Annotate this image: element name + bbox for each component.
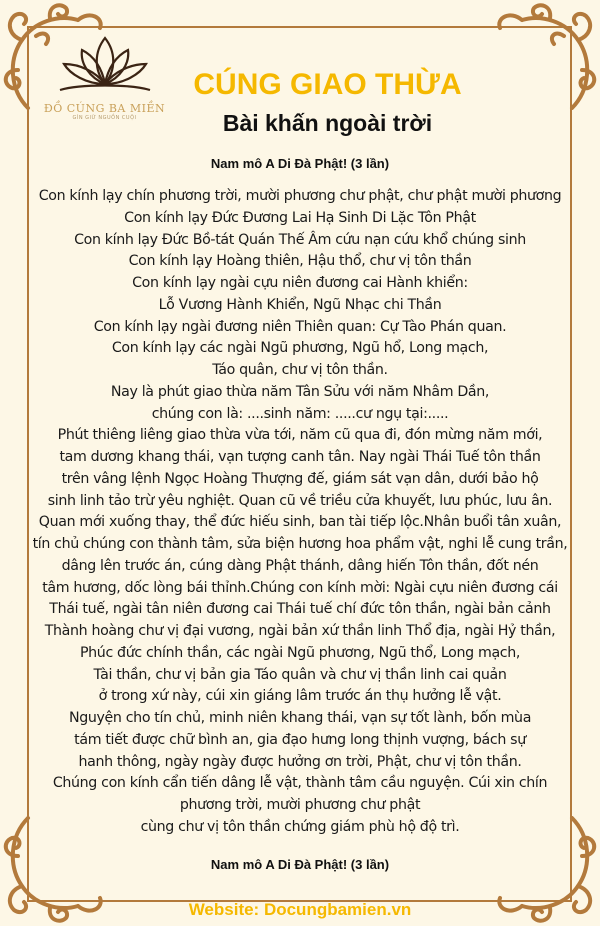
prayer-line: Thành hoàng chư vị đại vương, ngài bản xứ thần linh Thổ địa, ngài Hỷ thần, xyxy=(44,623,556,639)
prayer-line: Thái tuế, ngài tân niên đương cai Thái tuế chí đức tôn thần, ngài bản cảnh xyxy=(49,601,551,618)
prayer-line: Chúng con kính cẩn tiến dâng lễ vật, thành tâm cầu nguyện. Cúi xin chín xyxy=(52,775,548,792)
prayer-line: Nay là phút giao thừa năm Tân Sửu với năm Nhâm Dần, xyxy=(110,383,490,400)
prayer-line: Con kính lạy ngài đương niên Thiên quan: Cự Tào Phán quan. xyxy=(93,318,507,335)
prayer-line: Con kính lạy chín phương trời, mười phương chư phật, chư phật mười phương xyxy=(38,188,562,204)
floral-flourish-icon xyxy=(490,0,600,110)
prayer-line: Phúc đức chính thần, các ngài Ngũ phương, Ngũ thổ, Long mạch, xyxy=(79,644,521,661)
prayer-line: tín chủ chúng con thành tâm, sửa biện hương hoa phẩm vật, nghi lễ cung trần, xyxy=(32,536,568,552)
prayer-line: Tài thần, chư vị bản gia Táo quân và chư vị thần linh cai quản xyxy=(93,666,507,683)
prayer-line: trên vâng lệnh Ngọc Hoàng Thượng đế, giám sát vạn dân, dưới bảo hộ xyxy=(61,470,539,487)
prayer-line: Con kính lạy ngài cựu niên đương cai Hành khiển: xyxy=(132,275,468,291)
prayer-line: ở trong xứ này, cúi xin giáng lâm trước án thụ hưởng lễ vật. xyxy=(98,688,502,705)
prayer-line: chúng con là: ....sinh năm: .....cư ngụ tại:..... xyxy=(151,405,449,422)
invocation-bottom: Nam mô A Di Đà Phật! (3 lần) xyxy=(210,857,390,872)
prayer-line: Con kính lạy Hoàng thiên, Hậu thổ, chư vị tôn thần xyxy=(128,253,472,270)
prayer-line: phương trời, mười phương chư phật xyxy=(179,797,421,813)
prayer-line: tâm hương, dốc lòng bái thỉnh.Chúng con kính mời: Ngài cựu niên đương cái xyxy=(42,579,558,596)
prayer-line: dâng lên trước án, cúng dàng Phật thánh, dâng hiến Tôn thần, đốt nén xyxy=(61,557,539,574)
prayer-line: Lỗ Vương Hành Khiển, Ngũ Nhạc chi Thần xyxy=(158,296,442,313)
prayer-line: Con kính lạy Đức Đương Lai Hạ Sinh Di Lặc Tôn Phật xyxy=(124,209,476,226)
prayer-line: cùng chư vị tôn thần chứng giám phù hộ độ trì. xyxy=(140,818,460,835)
lotus-icon xyxy=(50,34,160,96)
brand-logo: ĐỒ CÚNG BA MIỀN GÌN GIỮ NGUỒN CUỘI xyxy=(42,34,167,121)
prayer-line: hanh thông, ngày ngày được hưởng ơn trời, Phật, chư vị tôn thần. xyxy=(78,753,522,770)
page-title: CÚNG GIAO THỪA xyxy=(193,68,462,101)
invocation-top: Nam mô A Di Đà Phật! (3 lần) xyxy=(210,156,390,171)
prayer-line: Nguyện cho tín chủ, minh niên khang thái, vạn sự tốt lành, bốn mùa xyxy=(68,710,532,726)
prayer-line: tam dương khang thái, vạn tượng canh tân. Nay ngài Thái Tuế tôn thần xyxy=(59,449,541,465)
prayer-line: Con kính lạy Đức Bồ-tát Quán Thế Âm cứu nạn cứu khổ chúng sinh xyxy=(74,231,526,248)
prayer-line: sinh linh tảo trừ yêu nghiệt. Quan cũ về triều cửa khuyết, lưu phúc, lưu ân. xyxy=(47,492,553,509)
prayer-line: tám tiết được chữ bình an, gia đạo hưng long thịnh vượng, bách sự xyxy=(74,731,526,748)
prayer-text xyxy=(28,186,572,839)
prayer-line: Táo quân, chư vị tôn thần. xyxy=(212,362,388,378)
prayer-line: Phút thiêng liêng giao thừa vừa tới, năm cũ qua đi, đón mừng năm mới, xyxy=(57,427,543,444)
website-link[interactable]: Website: Docungbamien.vn xyxy=(188,900,412,919)
prayer-line: Con kính lạy các ngài Ngũ phương, Ngũ hổ, Long mạch, xyxy=(111,340,489,357)
prayer-line: Quan mới xuống thay, thể đức hiếu sinh, ban tài tiếp lộc.Nhân buổi tân xuân, xyxy=(38,514,562,531)
page-subtitle: Bài khấn ngoài trời xyxy=(222,110,433,136)
